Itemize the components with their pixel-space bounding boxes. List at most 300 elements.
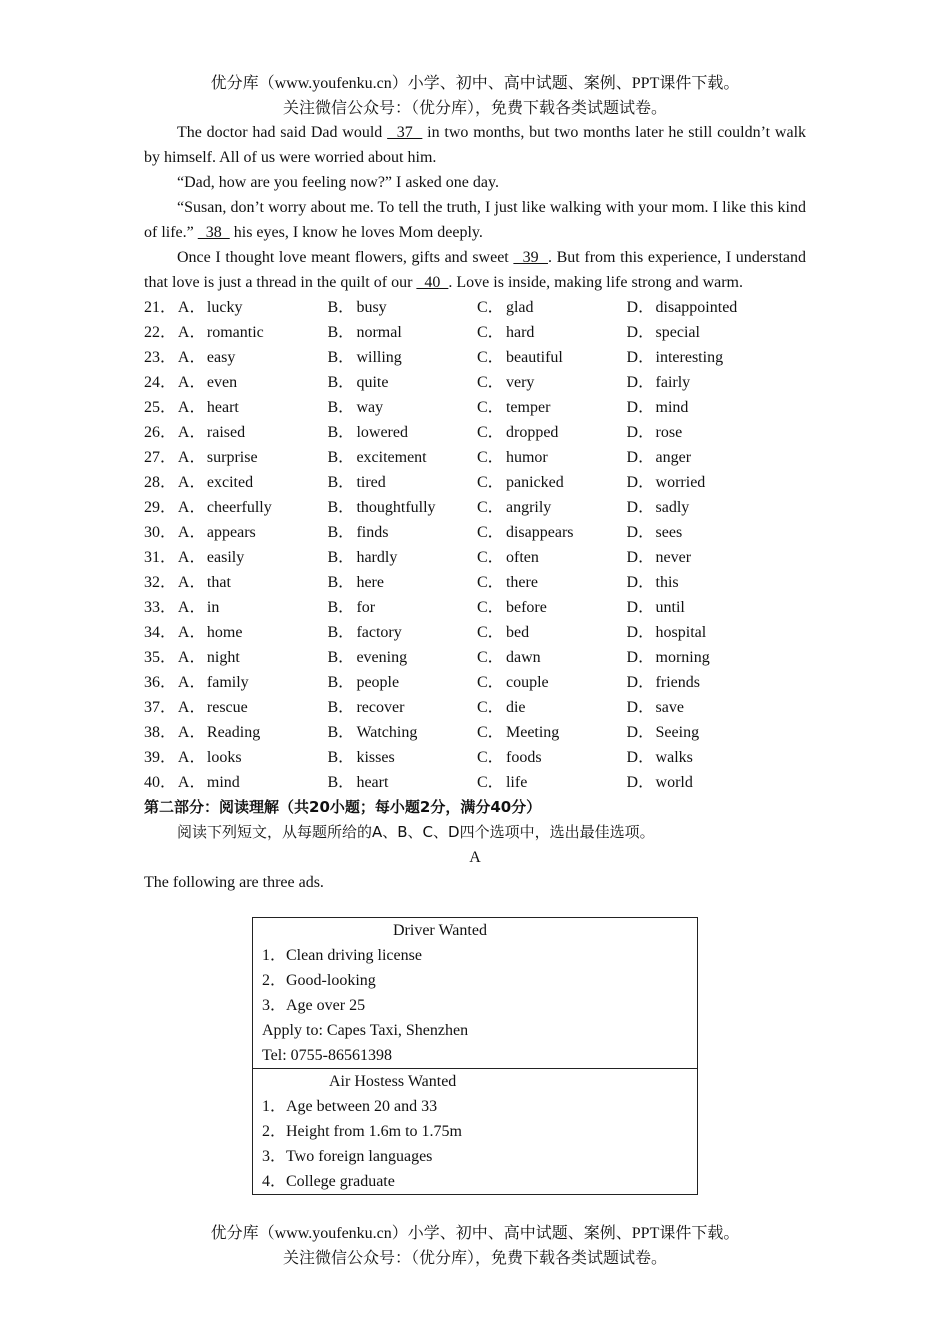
option-text: rescue (206, 699, 248, 716)
option-letter: C． (476, 724, 504, 741)
option-letter: A． (177, 599, 206, 616)
question-number: 21． (144, 299, 177, 316)
option-text: Reading (206, 724, 261, 741)
option-row (144, 695, 806, 720)
option-c (477, 620, 627, 645)
option-c (477, 370, 627, 395)
option-letter: B． (327, 749, 355, 766)
option-text: that (206, 574, 231, 591)
option-letter: A． (177, 749, 206, 766)
option-a (178, 720, 328, 745)
option-text: humor (505, 449, 548, 466)
option-text: dropped (505, 424, 559, 441)
option-letter: A． (177, 349, 206, 366)
option-c (477, 445, 627, 470)
option-letter: B． (327, 449, 355, 466)
header-line-2: 关注微信公众号：（优分库），免费下载各类试题试卷。 (282, 100, 667, 117)
option-row (144, 495, 806, 520)
option-a (178, 595, 328, 620)
option-a (178, 445, 328, 470)
option-text: finds (356, 524, 389, 541)
option-text: special (655, 324, 700, 341)
option-text: life (505, 774, 528, 791)
blank-37: 37 (387, 124, 423, 141)
section-2-title: 第二部分：阅读理解（共20小题；每小题2分，满分40分） (144, 798, 542, 816)
option-letter: D． (626, 299, 655, 316)
option-text: sees (655, 524, 683, 541)
option-d (627, 320, 806, 345)
option-d (627, 495, 806, 520)
option-letter: D． (626, 699, 655, 716)
option-letter: A． (177, 374, 206, 391)
option-a (178, 470, 328, 495)
option-letter: D． (626, 624, 655, 641)
option-text: kisses (356, 749, 395, 766)
option-b (327, 645, 477, 670)
option-text: hardly (356, 549, 398, 566)
option-c (477, 395, 627, 420)
option-letter: C． (476, 449, 504, 466)
option-row (144, 645, 806, 670)
option-d (627, 770, 806, 795)
option-text: family (206, 674, 249, 691)
question-number: 26． (144, 424, 177, 441)
ad-title: Driver Wanted (393, 922, 487, 939)
option-text: save (655, 699, 684, 716)
option-letter: A． (177, 549, 206, 566)
option-b (327, 495, 477, 520)
option-row (144, 345, 806, 370)
option-b (327, 570, 477, 595)
option-b (327, 545, 477, 570)
option-b (327, 620, 477, 645)
option-letter: B． (327, 474, 355, 491)
option-letter: D． (626, 374, 655, 391)
option-c (477, 720, 627, 745)
option-letter: C． (476, 499, 504, 516)
option-text: busy (356, 299, 387, 316)
option-text: excited (206, 474, 254, 491)
ad-line: 2．Good-looking (262, 972, 376, 989)
option-d (627, 645, 806, 670)
option-text: worried (655, 474, 706, 491)
option-a (178, 770, 328, 795)
option-letter: D． (626, 674, 655, 691)
option-letter: D． (626, 649, 655, 666)
option-b (327, 295, 477, 320)
option-text: recover (356, 699, 405, 716)
option-letter: C． (476, 699, 504, 716)
ad-line: Tel: 0755-86561398 (262, 1047, 392, 1064)
option-text: anger (655, 449, 692, 466)
option-c (477, 670, 627, 695)
option-c (477, 470, 627, 495)
option-text: raised (206, 424, 246, 441)
option-letter: A． (177, 299, 206, 316)
option-b (327, 370, 477, 395)
option-letter: C． (476, 749, 504, 766)
option-letter: C． (476, 649, 504, 666)
section-2-instruction: 阅读下列短文，从每题所给的A、B、C、D四个选项中，选出最佳选项。 (177, 823, 655, 841)
option-letter: C． (476, 349, 504, 366)
option-letter: C． (476, 324, 504, 341)
option-c (477, 595, 627, 620)
option-letter: D． (626, 424, 655, 441)
option-text: world (655, 774, 693, 791)
option-d (627, 620, 806, 645)
option-b (327, 720, 477, 745)
option-d (627, 595, 806, 620)
option-text: easily (206, 549, 245, 566)
part-label: A (469, 849, 481, 866)
option-text: easy (206, 349, 236, 366)
option-d (627, 470, 806, 495)
blank-40: 40 (416, 274, 449, 291)
option-letter: D． (626, 349, 655, 366)
option-a (178, 320, 328, 345)
ad-title: Air Hostess Wanted (329, 1073, 457, 1090)
option-text: foods (505, 749, 542, 766)
footer-line-2: 关注微信公众号：（优分库），免费下载各类试题试卷。 (282, 1250, 667, 1267)
ad-line: 1．Clean driving license (262, 947, 422, 964)
page-footer (0, 1221, 950, 1271)
option-letter: B． (327, 349, 355, 366)
option-b (327, 745, 477, 770)
option-a (178, 570, 328, 595)
option-text: here (356, 574, 384, 591)
option-row (144, 295, 806, 320)
option-text: even (206, 374, 238, 391)
option-letter: D． (626, 499, 655, 516)
option-letter: A． (177, 674, 206, 691)
option-d (627, 295, 806, 320)
option-text: looks (206, 749, 242, 766)
option-a (178, 495, 328, 520)
option-text: way (356, 399, 384, 416)
option-letter: C． (476, 549, 504, 566)
option-text: there (505, 574, 538, 591)
option-text: lowered (356, 424, 408, 441)
option-letter: C． (476, 399, 504, 416)
option-row (144, 720, 806, 745)
question-number: 28． (144, 474, 177, 491)
option-a (178, 520, 328, 545)
option-letter: C． (476, 374, 504, 391)
option-letter: D． (626, 724, 655, 741)
ad-line: 3．Two foreign languages (262, 1148, 433, 1165)
option-b (327, 320, 477, 345)
option-text: angrily (505, 499, 552, 516)
option-text: evening (356, 649, 408, 666)
option-letter: D． (626, 324, 655, 341)
option-letter: A． (177, 474, 206, 491)
option-letter: C． (476, 674, 504, 691)
option-letter: B． (327, 549, 355, 566)
option-letter: D． (626, 774, 655, 791)
option-text: willing (356, 349, 402, 366)
option-text: fairly (655, 374, 691, 391)
option-d (627, 445, 806, 470)
option-text: glad (505, 299, 534, 316)
option-text: dawn (505, 649, 541, 666)
option-letter: D． (626, 599, 655, 616)
option-letter: C． (476, 599, 504, 616)
question-number: 29． (144, 499, 177, 516)
option-letter: D． (626, 749, 655, 766)
option-letter: A． (177, 324, 206, 341)
question-number: 38． (144, 724, 177, 741)
option-letter: B． (327, 324, 355, 341)
option-a (178, 745, 328, 770)
option-letter: B． (327, 524, 355, 541)
question-number: 24． (144, 374, 177, 391)
option-text: rose (655, 424, 683, 441)
option-c (477, 420, 627, 445)
option-letter: C． (476, 474, 504, 491)
option-text: cheerfully (206, 499, 272, 516)
ad-line: Apply to: Capes Taxi, Shenzhen (262, 1022, 469, 1039)
option-d (627, 745, 806, 770)
option-text: mind (655, 399, 689, 416)
option-d (627, 720, 806, 745)
option-text: thoughtfully (356, 499, 436, 516)
option-row (144, 670, 806, 695)
option-text: never (655, 549, 692, 566)
option-b (327, 670, 477, 695)
option-text: hospital (655, 624, 707, 641)
passage-paragraph-1: The doctor had said Dad would 37 in two months, but two months later he still couldn’t walk by himself. All of us were worried about him. (144, 124, 807, 166)
option-text: hard (505, 324, 535, 341)
option-b (327, 470, 477, 495)
option-letter: C． (476, 624, 504, 641)
ad-line: 4．College graduate (262, 1173, 395, 1190)
option-letter: A． (177, 449, 206, 466)
option-a (178, 295, 328, 320)
option-letter: C． (476, 299, 504, 316)
option-text: Meeting (505, 724, 560, 741)
option-letter: A． (177, 649, 206, 666)
option-a (178, 695, 328, 720)
question-number: 39． (144, 749, 177, 766)
option-c (477, 770, 627, 795)
option-text: bed (505, 624, 530, 641)
option-c (477, 520, 627, 545)
option-a (178, 670, 328, 695)
option-d (627, 370, 806, 395)
option-text: Seeing (655, 724, 700, 741)
option-b (327, 345, 477, 370)
option-text: tired (356, 474, 386, 491)
option-text: walks (655, 749, 693, 766)
options-list (144, 295, 806, 795)
option-c (477, 295, 627, 320)
question-number: 35． (144, 649, 177, 666)
option-text: disappears (505, 524, 574, 541)
option-row (144, 520, 806, 545)
question-number: 34． (144, 624, 177, 641)
option-d (627, 345, 806, 370)
option-letter: A． (177, 724, 206, 741)
option-d (627, 570, 806, 595)
option-letter: B． (327, 499, 355, 516)
option-row (144, 770, 806, 795)
option-text: surprise (206, 449, 258, 466)
option-c (477, 495, 627, 520)
option-letter: B． (327, 299, 355, 316)
question-number: 22． (144, 324, 177, 341)
option-text: interesting (655, 349, 724, 366)
option-row (144, 545, 806, 570)
option-b (327, 395, 477, 420)
option-letter: A． (177, 624, 206, 641)
option-d (627, 670, 806, 695)
option-letter: B． (327, 624, 355, 641)
option-d (627, 420, 806, 445)
ad-card (253, 1068, 697, 1194)
option-text: friends (655, 674, 700, 691)
option-row (144, 420, 806, 445)
option-row (144, 570, 806, 595)
question-number: 31． (144, 549, 177, 566)
option-letter: A． (177, 699, 206, 716)
option-d (627, 545, 806, 570)
option-letter: D． (626, 574, 655, 591)
option-d (627, 395, 806, 420)
option-text: mind (206, 774, 240, 791)
footer-line-1: 优分库（www.youfenku.cn）小学、初中、高中试题、案例、PPT课件下载。 (210, 1225, 740, 1242)
option-letter: D． (626, 549, 655, 566)
passage-paragraph-3: “Susan, don’t worry about me. To tell the truth, I just like walking with your mom. I like this kind of life.” 38 his eyes, I know he loves Mom deeply. (144, 199, 806, 241)
option-row (144, 370, 806, 395)
option-letter: C． (476, 424, 504, 441)
option-b (327, 695, 477, 720)
option-d (627, 520, 806, 545)
option-row (144, 320, 806, 345)
option-c (477, 320, 627, 345)
option-b (327, 445, 477, 470)
option-a (178, 395, 328, 420)
option-text: people (356, 674, 400, 691)
option-letter: B． (327, 674, 355, 691)
option-letter: D． (626, 474, 655, 491)
question-number: 40． (144, 774, 177, 791)
option-row (144, 595, 806, 620)
option-letter: A． (177, 524, 206, 541)
option-text: appears (206, 524, 256, 541)
question-number: 25． (144, 399, 177, 416)
option-text: morning (655, 649, 710, 666)
option-letter: D． (626, 449, 655, 466)
option-text: often (505, 549, 539, 566)
option-text: lucky (206, 299, 243, 316)
option-letter: B． (327, 374, 355, 391)
option-a (178, 645, 328, 670)
option-b (327, 595, 477, 620)
option-letter: D． (626, 399, 655, 416)
option-a (178, 620, 328, 645)
question-number: 30． (144, 524, 177, 541)
option-text: heart (206, 399, 239, 416)
option-text: very (505, 374, 535, 391)
option-letter: C． (476, 574, 504, 591)
option-row (144, 620, 806, 645)
option-b (327, 520, 477, 545)
option-letter: B． (327, 599, 355, 616)
option-c (477, 345, 627, 370)
option-text: excitement (356, 449, 427, 466)
blank-38: 38 (197, 224, 230, 241)
option-text: in (206, 599, 220, 616)
option-text: die (505, 699, 526, 716)
option-text: night (206, 649, 240, 666)
blank-39: 39 (513, 249, 548, 266)
option-row (144, 395, 806, 420)
ads-intro: The following are three ads. (144, 874, 324, 891)
option-text: couple (505, 674, 549, 691)
option-letter: C． (476, 774, 504, 791)
question-number: 32． (144, 574, 177, 591)
option-a (178, 345, 328, 370)
option-b (327, 420, 477, 445)
option-letter: A． (177, 774, 206, 791)
ad-line: 2．Height from 1.6m to 1.75m (262, 1123, 462, 1140)
option-text: sadly (655, 499, 690, 516)
option-c (477, 570, 627, 595)
option-b (327, 770, 477, 795)
document-body (144, 120, 806, 895)
option-text: heart (356, 774, 389, 791)
option-row (144, 745, 806, 770)
option-c (477, 545, 627, 570)
option-letter: D． (626, 524, 655, 541)
option-text: beautiful (505, 349, 563, 366)
page-header (0, 71, 950, 121)
option-letter: B． (327, 424, 355, 441)
ads-box (252, 917, 698, 1195)
option-text: temper (505, 399, 551, 416)
option-row (144, 470, 806, 495)
option-text: factory (356, 624, 402, 641)
option-text: panicked (505, 474, 564, 491)
option-letter: B． (327, 574, 355, 591)
option-row (144, 445, 806, 470)
option-letter: B． (327, 699, 355, 716)
question-number: 36． (144, 674, 177, 691)
option-a (178, 545, 328, 570)
option-letter: A． (177, 499, 206, 516)
ad-card (253, 918, 697, 1068)
option-letter: B． (327, 774, 355, 791)
header-line-1: 优分库（www.youfenku.cn）小学、初中、高中试题、案例、PPT课件下载。 (210, 75, 740, 92)
option-letter: B． (327, 399, 355, 416)
option-text: normal (356, 324, 402, 341)
option-text: disappointed (655, 299, 738, 316)
option-c (477, 645, 627, 670)
question-number: 33． (144, 599, 177, 616)
option-a (178, 420, 328, 445)
option-text: this (655, 574, 679, 591)
option-letter: A． (177, 399, 206, 416)
passage-paragraph-2: “Dad, how are you feeling now?” I asked one day. (177, 174, 499, 191)
option-c (477, 695, 627, 720)
ad-line: 3．Age over 25 (262, 997, 366, 1014)
option-text: home (206, 624, 243, 641)
option-letter: B． (327, 649, 355, 666)
option-d (627, 695, 806, 720)
question-number: 23． (144, 349, 177, 366)
option-text: for (356, 599, 376, 616)
ad-line: 1．Age between 20 and 33 (262, 1098, 438, 1115)
